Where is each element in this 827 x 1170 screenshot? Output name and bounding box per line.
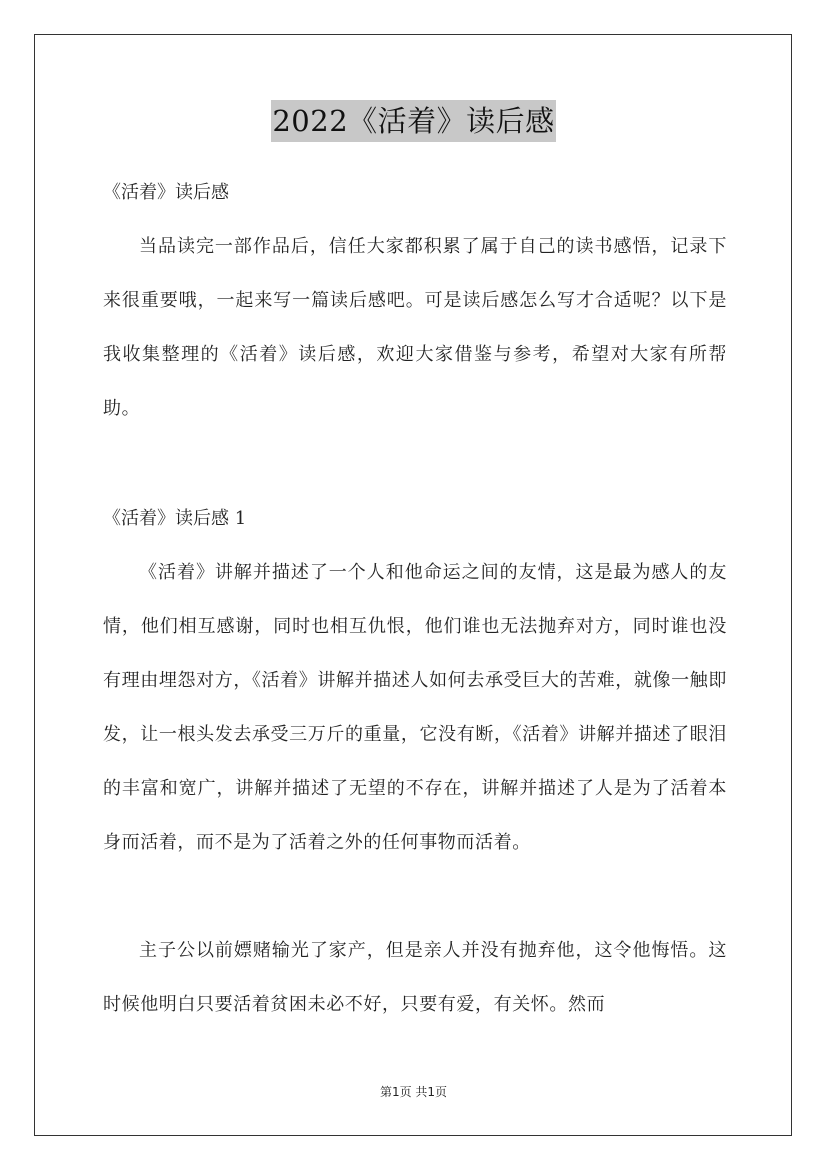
page-number-footer: 第1页 共1页 [379, 1085, 448, 1099]
intro-paragraph: 当品读完一部作品后，信任大家都积累了属于自己的读书感悟，记录下来很重要哦，一起来写一篇读后感吧。可是读后感怎么写才合适呢？以下是我收集整理的《活着》读后感，欢迎大家借鉴与参考，希望对大家有所帮助。 [103, 236, 727, 419]
section1-heading: 《活着》读后感 1 [103, 508, 247, 529]
section1-paragraph-1: 《活着》讲解并描述了一个人和他命运之间的友情，这是最为感人的友情，他们相互感谢，同时也相互仇恨，他们谁也无法抛弃对方，同时谁也没有理由埋怨对方，《活着》讲解并描述人如何去承受巨大的苦难，就像一触即发，让一根头发去承受三万斤的重量，它没有断，《活着》讲解并描述了眼泪的丰富和宽广，讲解并描述了无望的不存在，讲解并描述了人是为了活着本身而活着，而不是为了活着之外的任何事物而活着。 [103, 562, 727, 853]
section1-paragraph-2: 主子公以前嫖赌输光了家产，但是亲人并没有抛弃他，这令他悔悟。这时候他明白只要活着贫困未必不好，只要有爱，有关怀。然而 [103, 940, 727, 1015]
intro-heading: 《活着》读后感 [103, 182, 229, 203]
document-title: 2022《活着》读后感 [271, 100, 555, 142]
title-container [0, 100, 827, 142]
